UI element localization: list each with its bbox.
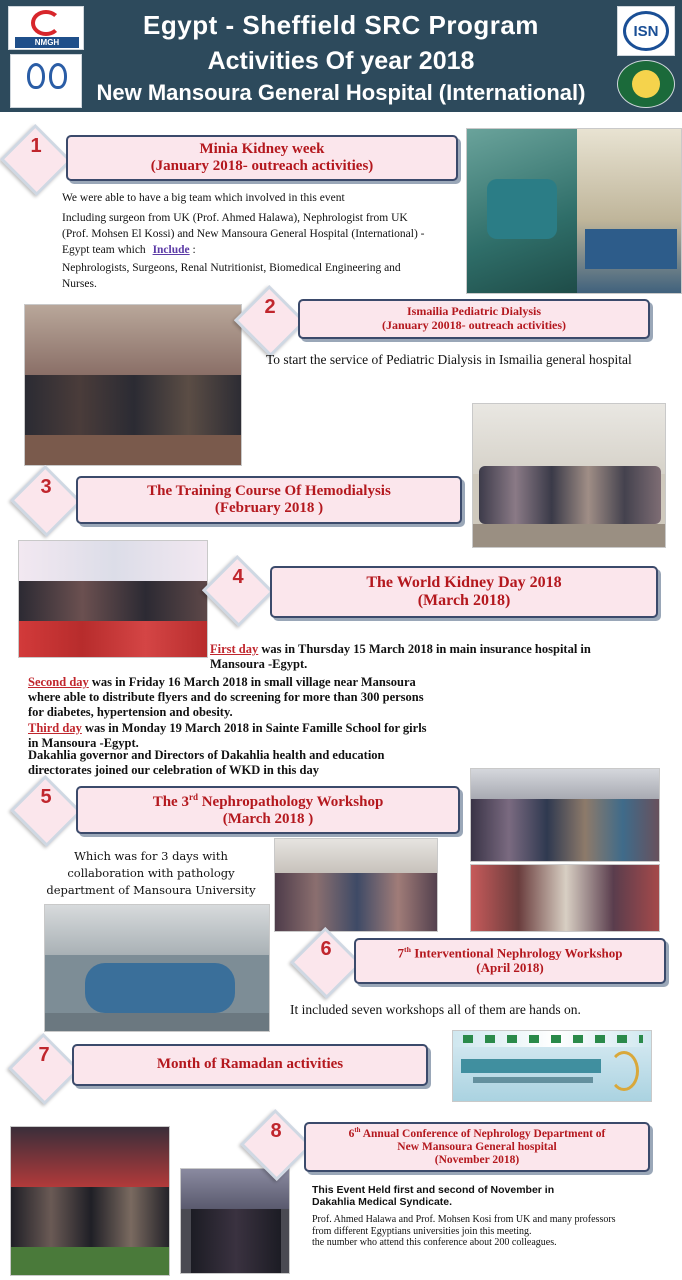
photo-annual-conference-stage <box>10 1126 170 1276</box>
section-2-title-banner <box>298 299 650 339</box>
first-day-label: First day <box>210 642 259 656</box>
isn-logo <box>617 6 675 56</box>
photo-annual-conference-award <box>180 1168 290 1274</box>
photo-nephropathology-group <box>470 768 660 862</box>
section-5-title-sup: rd <box>188 791 198 802</box>
wkd-first-day <box>210 642 680 672</box>
section-4-title-line1: The World Kidney Day 2018 <box>366 573 562 591</box>
section-1-body-line1: We were able to have a big team which involved in this event <box>62 192 345 204</box>
section-3-number: 3 <box>40 476 52 498</box>
section-2-body: To start the service of Pediatric Dialysis in Ismailia general hospital <box>266 352 632 367</box>
third-day-text-b: in Mansoura -Egypt. <box>28 736 139 750</box>
section-1-body-line6: Nurses. <box>62 278 97 290</box>
section-7-title-line1: Month of Ramadan activities <box>156 1056 344 1073</box>
section-1-body-line3: (Prof. Mohsen El Kossi) and New Mansoura General Hospital (International) - <box>62 228 425 240</box>
section-3-title-line1: The Training Course Of Hemodialysis <box>147 482 391 499</box>
section-8-title-pre: 6 <box>348 1127 355 1140</box>
section-8-body-a <box>312 1184 672 1208</box>
section-5-number: 5 <box>40 786 52 808</box>
header-title-line2: Activities Of year 2018 <box>207 47 475 75</box>
header-title-line3: New Mansoura General Hospital (International) <box>96 80 586 105</box>
section-5-title-post: Nephropathology Workshop <box>197 793 384 810</box>
sheffield-seal-icon <box>632 70 660 98</box>
first-day-text-b: Mansoura -Egypt. <box>210 657 308 671</box>
section-1-body-line4 <box>62 242 462 258</box>
nmgh-logo-label: NMGH <box>15 37 79 48</box>
section-6-title-banner <box>354 938 666 984</box>
section-4-number: 4 <box>232 566 244 588</box>
section-5-title-pre: The 3 <box>152 793 189 810</box>
section-5-body-line1: Which was for 3 days with <box>74 849 228 863</box>
photo-hemodialysis-training-group <box>472 403 666 548</box>
ramadan-event-poster <box>452 1030 652 1102</box>
section-7-number: 7 <box>38 1044 50 1066</box>
section-8-body-line5: the number who attend this conference about 200 colleagues. <box>312 1237 557 1248</box>
photo-surgery-and-conference <box>466 128 682 294</box>
kidney-icon <box>49 63 67 89</box>
wkd-closing <box>28 748 478 778</box>
section-8-title-sup: th <box>354 1126 361 1134</box>
section-1-title-line2: (January 2018- outreach activities) <box>150 158 374 174</box>
header-title-line1: Egypt - Sheffield SRC Program <box>143 10 539 40</box>
section-1-title-line1: Minia Kidney week <box>199 140 325 157</box>
section-8-title-line1 <box>349 1127 606 1141</box>
section-1-body-line4-post: : <box>192 244 196 256</box>
section-8-title-line3: (November 2018) <box>434 1154 520 1167</box>
photo-ismailia-group <box>24 304 242 466</box>
wkd-second-day <box>28 675 678 720</box>
section-3-title-banner <box>76 476 462 524</box>
photo-nephropathology-audience <box>470 864 660 932</box>
section-8-body-b <box>312 1214 680 1249</box>
section-1-body-line2: Including surgeon from UK (Prof. Ahmed Halawa), Nephrologist from UK <box>62 212 408 224</box>
second-day-text-b: where able to distribute flyers and do screening for more than 300 persons <box>28 690 424 704</box>
section-1-title-banner <box>66 135 458 181</box>
section-1-body <box>62 190 462 292</box>
wkd-closing-b: directorates joined our celebration of WKD in this day <box>28 763 319 777</box>
section-6-body: It included seven workshops all of them are hands on. <box>290 1002 581 1017</box>
section-8-number: 8 <box>270 1120 282 1142</box>
section-5-body-line3: department of Mansoura University <box>46 883 256 897</box>
section-1-body-line5: Nephrologists, Surgeons, Renal Nutritionist, Biomedical Engineering and <box>62 262 401 274</box>
section-8-body-line2: Dakahlia Medical Syndicate. <box>312 1196 453 1208</box>
page-header <box>0 0 682 112</box>
section-1-body-line4-pre: Egypt team which <box>62 244 146 256</box>
section-1-number: 1 <box>30 135 42 157</box>
include-link[interactable]: Include <box>152 244 190 256</box>
section-8-title-banner <box>304 1122 650 1172</box>
section-8-title-line2: New Mansoura General hospital <box>397 1140 557 1153</box>
section-2-title-line2: (January 20018- outreach activities) <box>381 318 567 332</box>
first-day-text-a: was in Thursday 15 March 2018 in main insurance hospital in <box>258 642 591 656</box>
photo-nephropathology-hall <box>274 838 438 932</box>
section-8-body-line1: This Event Held first and second of November in <box>312 1184 555 1196</box>
section-2-title-line1: Ismailia Pediatric Dialysis <box>407 304 541 319</box>
sheffield-kidney-institute-logo <box>617 60 675 108</box>
section-2-number: 2 <box>264 296 276 318</box>
section-4-title-line2: (March 2018) <box>417 592 511 609</box>
section-6-title-line2: (April 2018) <box>476 960 544 976</box>
section-7-title-banner <box>72 1044 428 1086</box>
second-day-text-a: was in Friday 16 March 2018 in small village near Mansoura <box>88 675 416 689</box>
section-5-body <box>26 848 276 899</box>
section-8-body-line4: from different Egyptians universities join this meeting. <box>312 1225 532 1237</box>
red-crescent-icon <box>31 10 61 36</box>
photo-interventional-hands-on <box>44 904 270 1032</box>
third-day-text-a: was in Monday 19 March 2018 in Sainte Famille School for girls <box>81 721 427 735</box>
section-6-title-sup: th <box>404 944 411 954</box>
section-5-title-line2: (March 2018 ) <box>222 811 314 827</box>
isn-logo-label: ISN <box>623 11 669 51</box>
nephrology-department-logo <box>10 54 82 108</box>
third-day-label: Third day <box>28 721 82 735</box>
section-8-body-line3: Prof. Ahmed Halawa and Prof. Mohsen Kosi from UK and many professors <box>312 1214 616 1225</box>
section-8-title-post: Annual Conference of Nephrology Department of <box>360 1127 606 1140</box>
wkd-closing-a: Dakahlia governor and Directors of Dakahlia health and education <box>28 748 385 762</box>
second-day-text-c: for diabetes, hypertension and obesity. <box>28 705 233 719</box>
section-6-title-post: Interventional Nephrology Workshop <box>410 945 623 961</box>
section-5-title-line1 <box>153 792 384 811</box>
second-day-label: Second day <box>28 675 89 689</box>
section-5-body-line2: collaboration with pathology <box>67 866 235 880</box>
nmgh-logo <box>8 6 84 50</box>
section-3-title-line2: (February 2018 ) <box>214 500 324 516</box>
wkd-third-day <box>28 721 678 751</box>
section-6-title-line1 <box>398 946 623 961</box>
section-6-number: 6 <box>320 938 332 960</box>
photo-world-kidney-day-schoolgirls <box>18 540 208 658</box>
section-4-title-banner <box>270 566 658 618</box>
section-5-title-banner <box>76 786 460 834</box>
section-6-title-pre: 7 <box>397 945 405 961</box>
kidney-icon <box>27 63 45 89</box>
